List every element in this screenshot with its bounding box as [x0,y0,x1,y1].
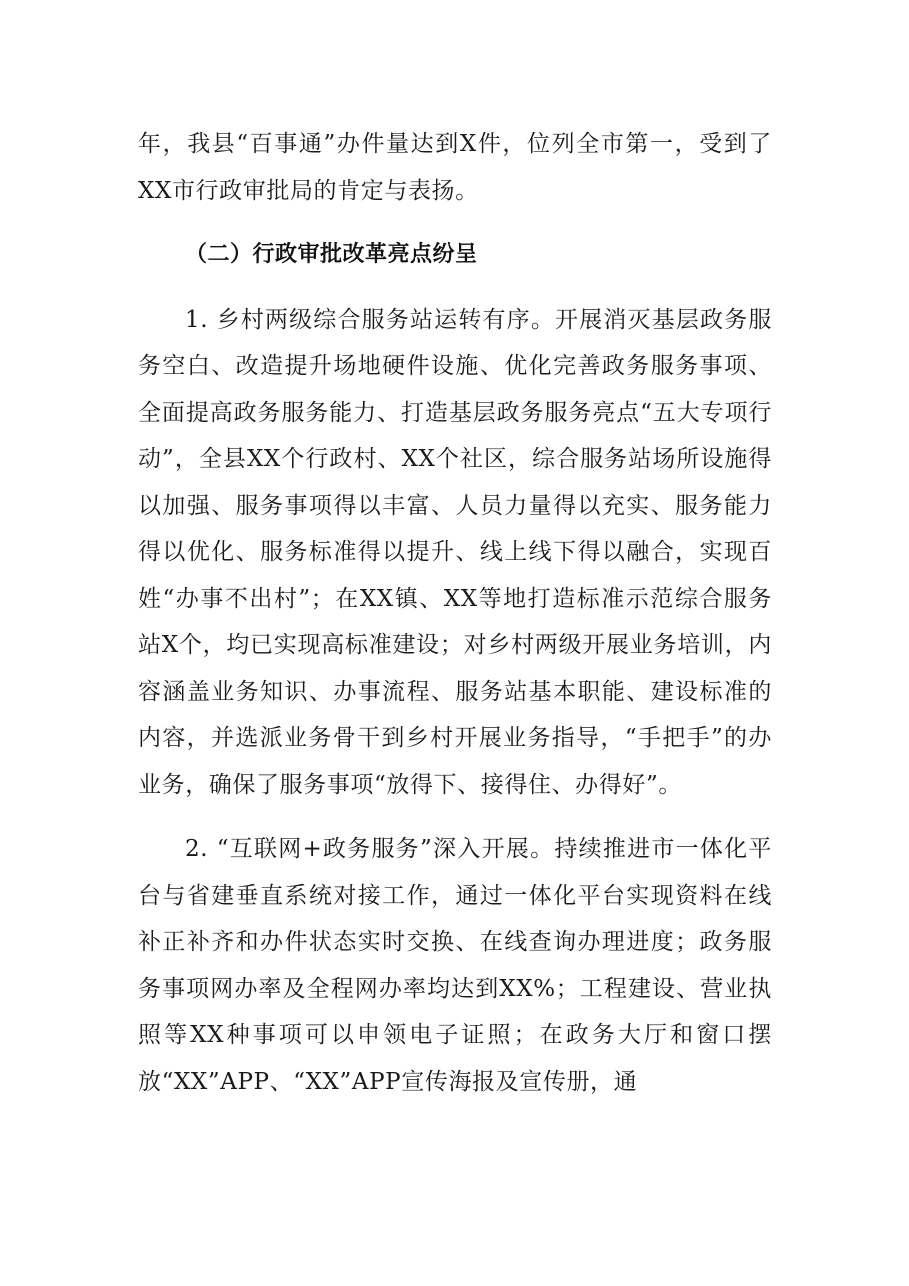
paragraph-item-1: 1. 乡村两级综合服务站运转有序。开展消灭基层政务服务空白、改造提升场地硬件设施、优化完善政务服务事项、全面提高政务服务能力、打造基层政务服务亮点“五大专项行动”，全县XX个行政村、XX个社区，综合服务站场所设施得以加强、服务事项得以丰富、人员力量得以充实、服务能力得以优化、服务标准得以提升、线上线下得以融合，实现百姓“办事不出村”；在XX镇、XX等地打造标准示范综合服务站X个，均已实现高标准建设；对乡村两级开展业务培训，内容涵盖业务知识、办事流程、服务站基本职能、建设标准的内容，并选派业务骨干到乡村开展业务指导，“手把手”的办业务，确保了服务事项“放得下、接得住、办得好”。 [138,306,772,798]
document-body [138,121,772,1105]
paragraph-continuation: 年，我县“百事通”办件量达到X件，位列全市第一，受到了XX市行政审批局的肯定与表扬。 [138,131,772,204]
section-heading: （二）行政审批改革亮点纷呈 [185,242,478,267]
paragraph-item-2: 2. “互联网+政务服务”深入开展。持续推进市一体化平台与省建垂直系统对接工作，通过一体化平台实现资料在线补正补齐和办件状态实时交换、在线查询办理进度；政务服务事项网办率及全程网办率均达到XX%；工程建设、营业执照等XX种事项可以申领电子证照；在政务大厅和窗口摆放“XX”APP、“XX”APP宣传海报及宣传册，通 [138,836,772,1095]
